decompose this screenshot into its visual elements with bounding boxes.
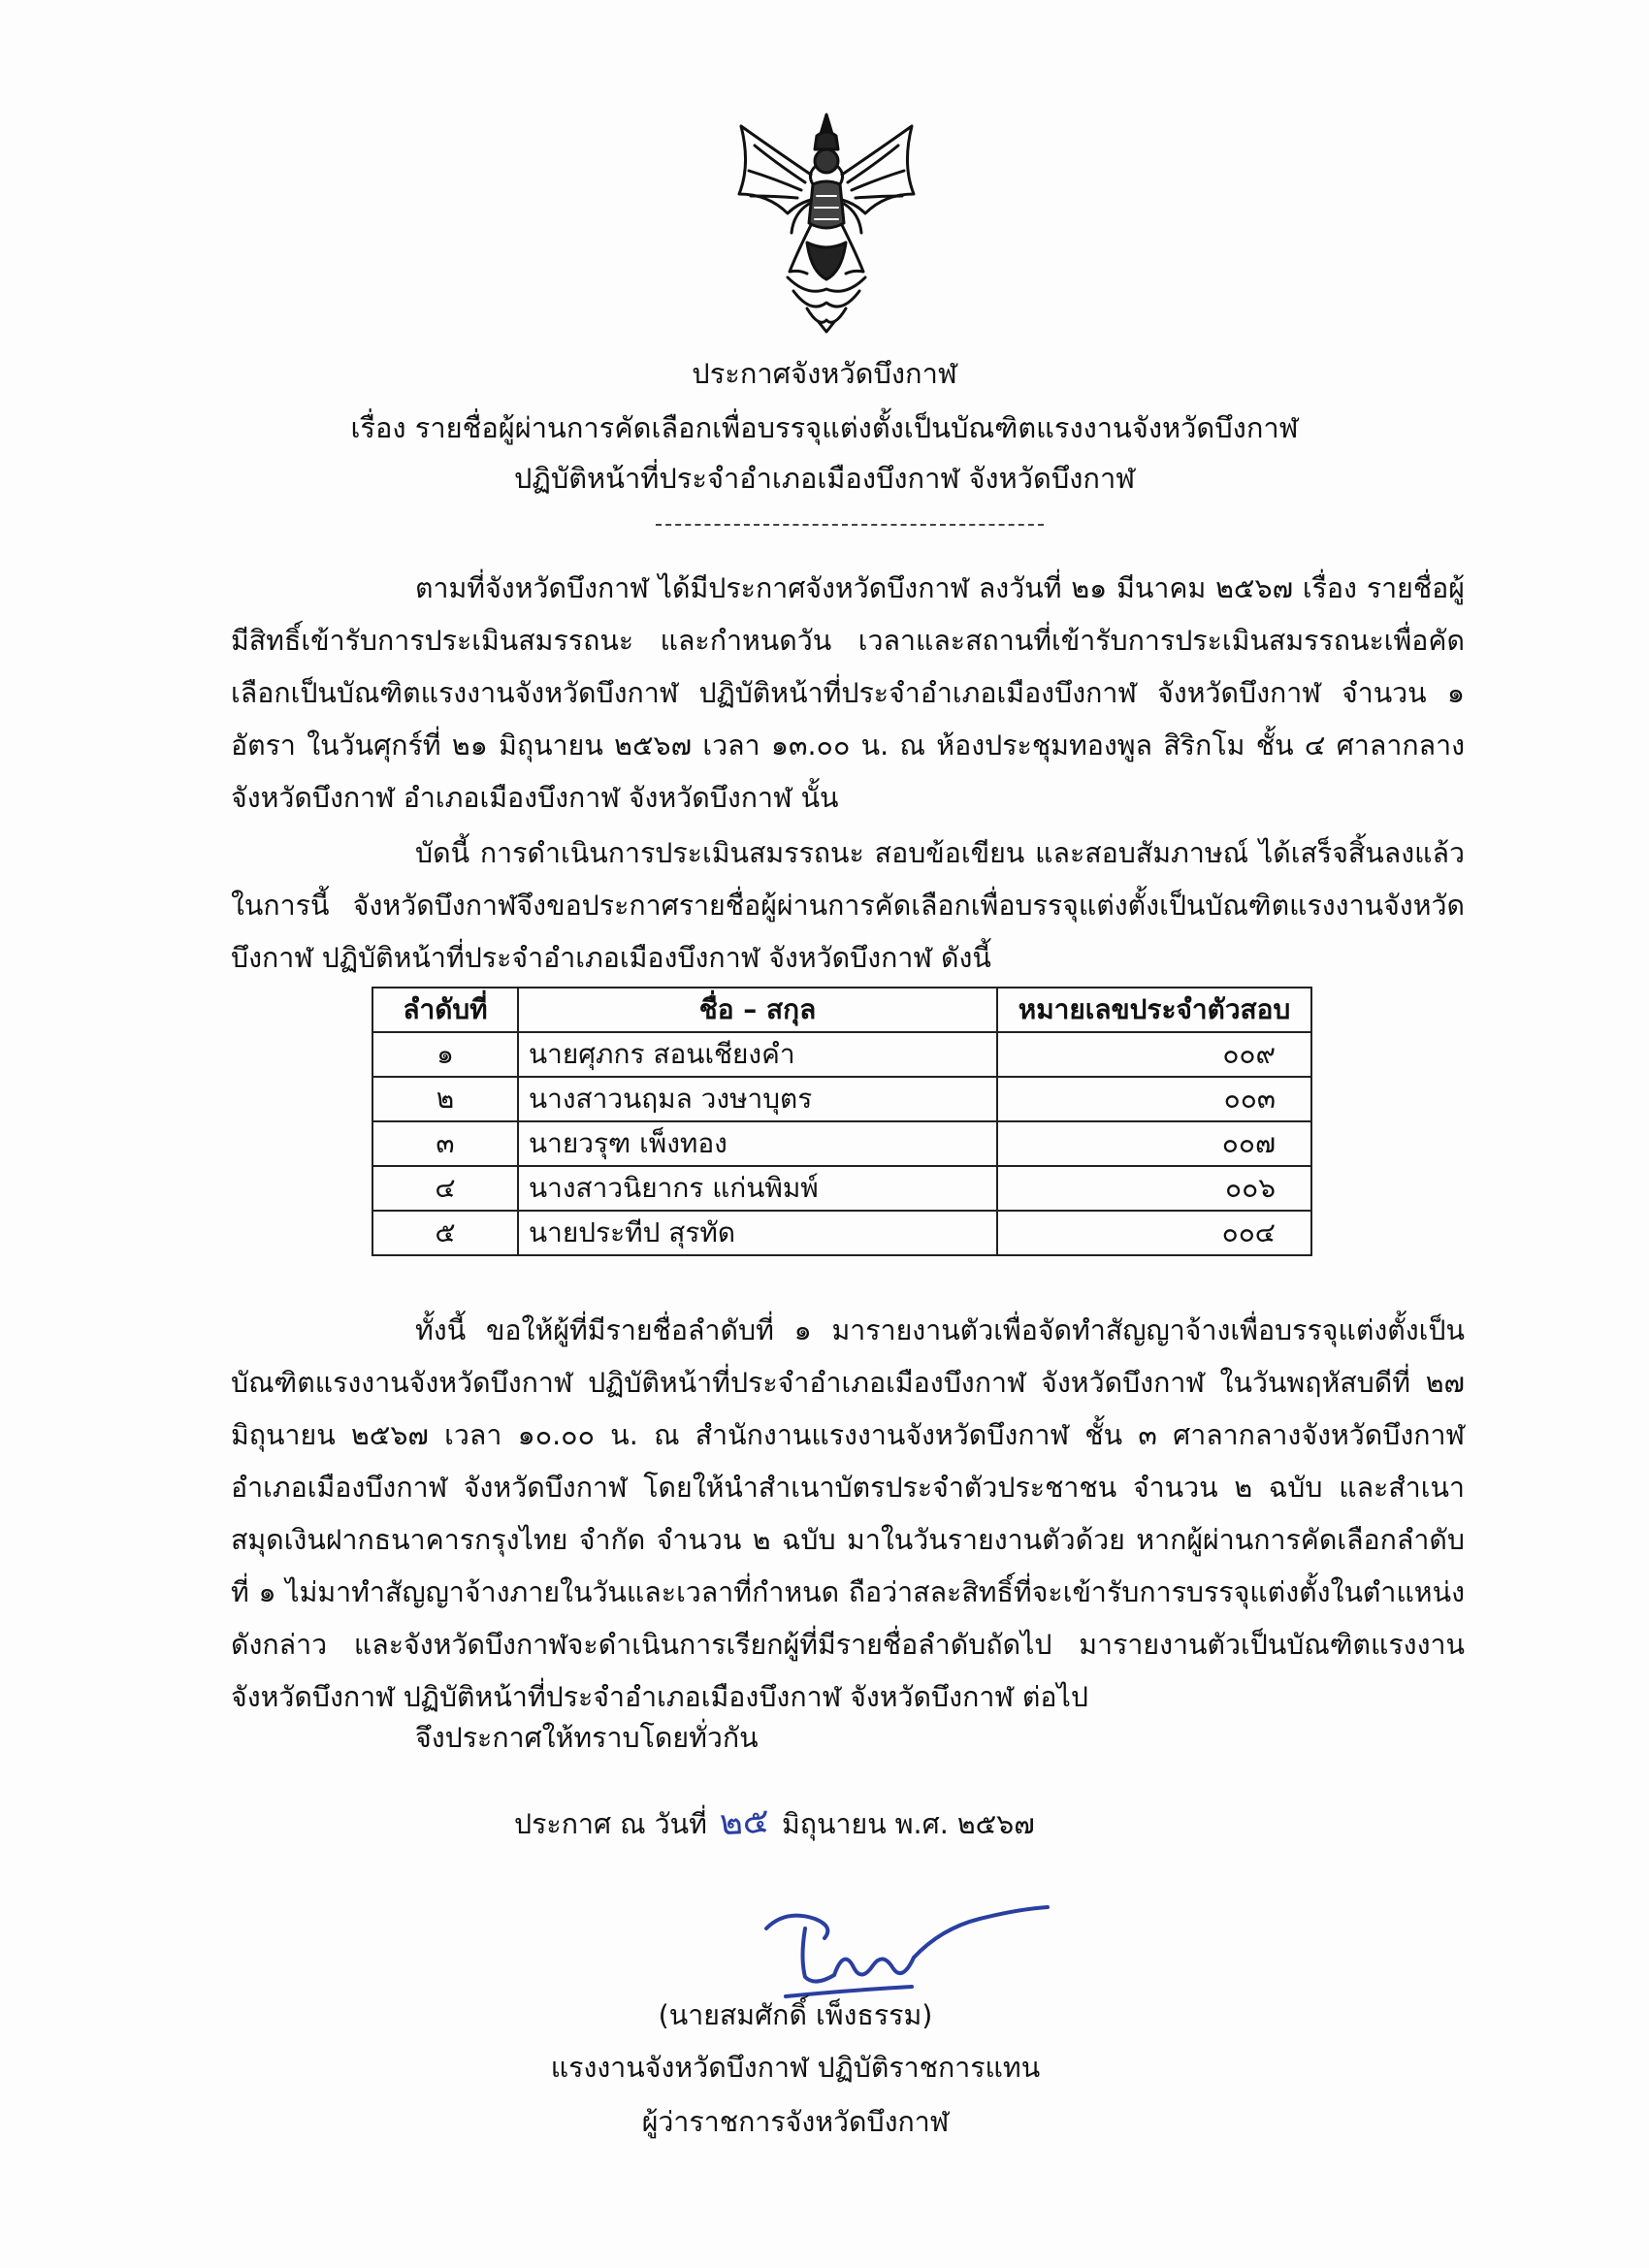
row-name: นายประทีป สุรทัด bbox=[518, 1211, 997, 1255]
row-no: ๔ bbox=[372, 1166, 518, 1211]
row-name: นางสาวนิยากร แก่นพิมพ์ bbox=[518, 1166, 997, 1211]
row-exam-id: ๐๐๗ bbox=[997, 1121, 1311, 1166]
row-no: ๑ bbox=[372, 1032, 518, 1077]
header-no: ลำดับที่ bbox=[372, 988, 518, 1032]
row-no: ๒ bbox=[372, 1077, 518, 1121]
announcement-title: ประกาศจังหวัดบึงกาฬ bbox=[692, 357, 957, 390]
date-suffix: มิถุนายน พ.ศ. ๒๕๖๗ bbox=[782, 1808, 1035, 1840]
paragraph-background: ตามที่จังหวัดบึงกาฬ ได้มีประกาศจังหวัดบึงกาฬ ลงวันที่ ๒๑ มีนาคม ๒๕๖๗ เรื่อง รายชื่อผู้มีสิทธิ์เข้ารับการประเมินสมรรถนะ และกำหนดวัน เวลาและสถานที่เข้ารับการประเมินสมรรถนะเพื่อคัดเลือกเป็นบัณฑิตแรงงานจังหวัดบึงกาฬ ปฏิบัติหน้าที่ประจำอำเภอเมืองบึงกาฬ จังหวัดบึงกาฬ จำนวน ๑ อัตรา ในวันศุกร์ที่ ๒๑ มิถุนายน ๒๕๖๗ เวลา ๑๓.๐๐ น. ณ ห้องประชุมทองพูล สิริกโม ชั้น ๔ ศาลากลางจังหวัดบึงกาฬ อำเภอเมืองบึงกาฬ จังหวัดบึงกาฬ นั้น bbox=[231, 572, 1465, 814]
row-exam-id: ๐๐๔ bbox=[997, 1211, 1311, 1255]
table-row bbox=[372, 1032, 1311, 1077]
header-separator bbox=[656, 524, 1044, 526]
signer-position: แรงงานจังหวัดบึงกาฬ ปฏิบัติราชการแทน bbox=[550, 2052, 1041, 2084]
header-exam-id: หมายเลขประจำตัวสอบ bbox=[997, 988, 1311, 1032]
row-name: นางสาวนฤมล วงษาบุตร bbox=[518, 1077, 997, 1121]
signer-name: (นายสมศักดิ์ เพ็งธรรม) bbox=[658, 1999, 933, 2031]
row-exam-id: ๐๐๓ bbox=[997, 1077, 1311, 1121]
row-name: นายศุภกร สอนเชียงคำ bbox=[518, 1032, 997, 1077]
announcement-subject-line2: ปฏิบัติหน้าที่ประจำอำเภอเมืองบึงกาฬ จังหวัดบึงกาฬ bbox=[513, 462, 1136, 495]
announcement-subject: เรื่อง รายชื่อผู้ผ่านการคัดเลือกเพื่อบรรจุแต่งตั้งเป็นบัณฑิตแรงงานจังหวัดบึงกาฬ bbox=[350, 411, 1299, 444]
date-day-handwritten: ๒๕ bbox=[718, 1800, 770, 1844]
table-header-row bbox=[372, 988, 1311, 1032]
table-row bbox=[372, 1077, 1311, 1121]
date-prefix: ประกาศ ณ วันที่ bbox=[514, 1808, 707, 1840]
row-exam-id: ๐๐๖ bbox=[997, 1166, 1311, 1211]
row-no: ๕ bbox=[372, 1211, 518, 1255]
announce-line: จึงประกาศให้ทราบโดยทั่วกัน bbox=[415, 1722, 759, 1754]
row-no: ๓ bbox=[372, 1121, 518, 1166]
garuda-emblem-icon bbox=[729, 107, 923, 335]
table-row bbox=[372, 1121, 1311, 1166]
paragraph-instructions: ทั้งนี้ ขอให้ผู้ที่มีรายชื่อลำดับที่ ๑ มารายงานตัวเพื่อจัดทำสัญญาจ้างเพื่อบรรจุแต่งตั้งเป็นบัณฑิตแรงงานจังหวัดบึงกาฬ ปฏิบัติหน้าที่ประจำอำเภอเมืองบึงกาฬ จังหวัดบึงกาฬ ในวันพฤหัสบดีที่ ๒๗ มิถุนายน ๒๕๖๗ เวลา ๑๐.๐๐ น. ณ สำนักงานแรงงานจังหวัดบึงกาฬ ชั้น ๓ ศาลากลางจังหวัดบึงกาฬ อำเภอเมืองบึงกาฬ จังหวัดบึงกาฬ โดยให้นำสำเนาบัตรประจำตัวประชาชน จำนวน ๒ ฉบับ และสำเนาสมุดเงินฝากธนาคารกรุงไทย จำกัด จำนวน ๒ ฉบับ มาในวันรายงานตัวด้วย หากผู้ผ่านการคัดเลือกลำดับที่ ๑ ไม่มาทำสัญญาจ้างภายในวันและเวลาที่กำหนด ถือว่าสละสิทธิ์ที่จะเข้ารับการบรรจุแต่งตั้งในตำแหน่งดังกล่าว และจังหวัดบึงกาฬจะดำเนินการเรียกผู้ที่มีรายชื่อลำดับถัดไป มารายงานตัวเป็นบัณฑิตแรงงานจังหวัดบึงกาฬ ปฏิบัติหน้าที่ประจำอำเภอเมืองบึงกาฬ จังหวัดบึงกาฬ ต่อไป bbox=[231, 1314, 1465, 1713]
paragraph-result-intro: บัดนี้ การดำเนินการประเมินสมรรถนะ สอบข้อเขียน และสอบสัมภาษณ์ ได้เสร็จสิ้นลงแล้ว ในการนี้ จังหวัดบึงกาฬจึงขอประกาศรายชื่อผู้ผ่านการคัดเลือกเพื่อบรรจุแต่งตั้งเป็นบัณฑิตแรงงานจังหวัดบึงกาฬ ปฏิบัติหน้าที่ประจำอำเภอเมืองบึงกาฬ จังหวัดบึงกาฬ ดังนี้ bbox=[231, 837, 1465, 974]
results-table bbox=[372, 987, 1312, 1256]
row-exam-id: ๐๐๙ bbox=[997, 1032, 1311, 1077]
table-row bbox=[372, 1166, 1311, 1211]
table-row bbox=[372, 1211, 1311, 1255]
date-line bbox=[514, 1800, 1035, 1844]
row-name: นายวรุฑ เพ็งทอง bbox=[518, 1121, 997, 1166]
header-name: ชื่อ – สกุล bbox=[518, 988, 997, 1032]
signer-position-governor: ผู้ว่าราชการจังหวัดบึงกาฬ bbox=[641, 2106, 950, 2138]
